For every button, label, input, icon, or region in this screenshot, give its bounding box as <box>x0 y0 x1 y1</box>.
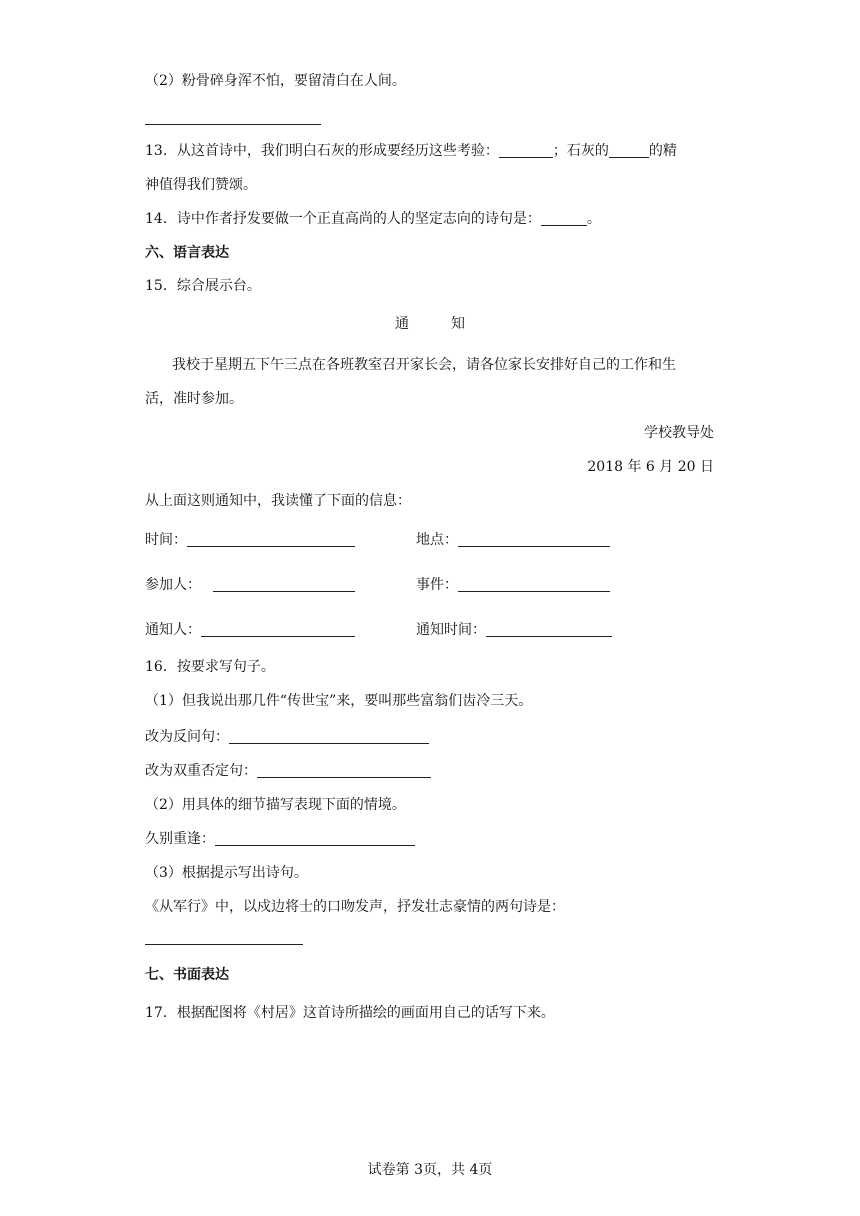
reunion-label: 久别重逢： <box>145 831 215 847</box>
q12-item-2: （2）粉骨碎身浑不怕，要留清白在人间。 <box>145 73 406 89</box>
notice-signature: 学校教导处 <box>644 425 714 441</box>
double-negative-blank[interactable] <box>257 761 431 778</box>
info-intro: 从上面这则通知中，我读懂了下面的信息： <box>145 493 411 509</box>
q13-blank-2[interactable] <box>609 141 649 158</box>
participant-blank[interactable] <box>213 575 355 592</box>
notifier-row <box>145 620 355 640</box>
event-row <box>416 575 610 595</box>
section-7-heading: 七、书面表达 <box>145 967 229 983</box>
notify-time-row <box>416 620 612 640</box>
notifier-label: 通知人： <box>145 622 201 638</box>
place-label: 地点： <box>416 532 458 548</box>
rhetorical-blank[interactable] <box>229 727 429 744</box>
q13-blank-1[interactable] <box>499 141 553 158</box>
q13-text-c: 的精 <box>648 143 677 159</box>
notify-time-blank[interactable] <box>486 620 612 637</box>
q14-blank[interactable] <box>541 209 587 226</box>
q15-text: 15．综合展示台。 <box>145 278 261 294</box>
time-blank[interactable] <box>187 530 355 547</box>
q13-line-1 <box>145 141 677 161</box>
notice-body-line-1: 我校于星期五下午三点在各班教室召开家长会，请各位家长安排好自己的工作和生 <box>172 357 676 373</box>
time-row <box>145 530 355 550</box>
participant-row <box>145 575 355 595</box>
q14-line <box>145 209 601 229</box>
q16-item-2: （2）用具体的细节描写表现下面的情境。 <box>145 797 406 813</box>
page-footer: 试卷第 3页，共 4页 <box>367 1162 493 1178</box>
rhetorical-row <box>145 727 429 747</box>
event-blank[interactable] <box>458 575 610 592</box>
q14-text-a: 14．诗中作者抒发要做一个正直高尚的人的坚定志向的诗句是： <box>145 211 541 227</box>
q13-line-2: 神值得我们赞颂。 <box>145 177 257 193</box>
notifier-blank[interactable] <box>201 620 355 637</box>
time-label: 时间： <box>145 532 187 548</box>
double-negative-row <box>145 761 431 781</box>
q16-text: 16．按要求写句子。 <box>145 659 275 675</box>
double-negative-label: 改为双重否定句： <box>145 763 257 779</box>
q13-text-a: 13．从这首诗中，我们明白石灰的形成要经历这些考验： <box>145 143 499 159</box>
reunion-blank[interactable] <box>215 829 415 846</box>
q13-text-b: ；石灰的 <box>552 143 609 159</box>
q16-item-3-prompt: 《从军行》中，以戍边将士的口吻发声，抒发壮志豪情的两句诗是： <box>145 899 565 915</box>
place-row <box>416 530 610 550</box>
reunion-row <box>145 829 415 849</box>
place-blank[interactable] <box>458 530 610 547</box>
notify-time-label: 通知时间： <box>416 622 486 638</box>
answer-line-q16-3[interactable] <box>145 944 303 945</box>
participant-label: 参加人： <box>145 577 201 593</box>
q17-text: 17．根据配图将《村居》这首诗所描绘的画面用自己的话写下来。 <box>145 1005 555 1021</box>
answer-line-q12[interactable] <box>145 124 321 125</box>
q16-item-1: （1）但我说出那几件“传世宝”来，要叫那些富翁们齿冷三天。 <box>145 693 533 709</box>
notice-body-line-2: 活，准时参加。 <box>145 391 243 407</box>
section-6-heading: 六、语言表达 <box>145 245 229 261</box>
q16-item-3: （3）根据提示写出诗句。 <box>145 865 308 881</box>
q14-text-b: 。 <box>586 211 601 227</box>
notice-title: 通知 <box>395 316 507 332</box>
event-label: 事件： <box>416 577 458 593</box>
rhetorical-label: 改为反问句： <box>145 729 229 745</box>
notice-date: 2018 年 6 月 20 日 <box>587 459 714 475</box>
